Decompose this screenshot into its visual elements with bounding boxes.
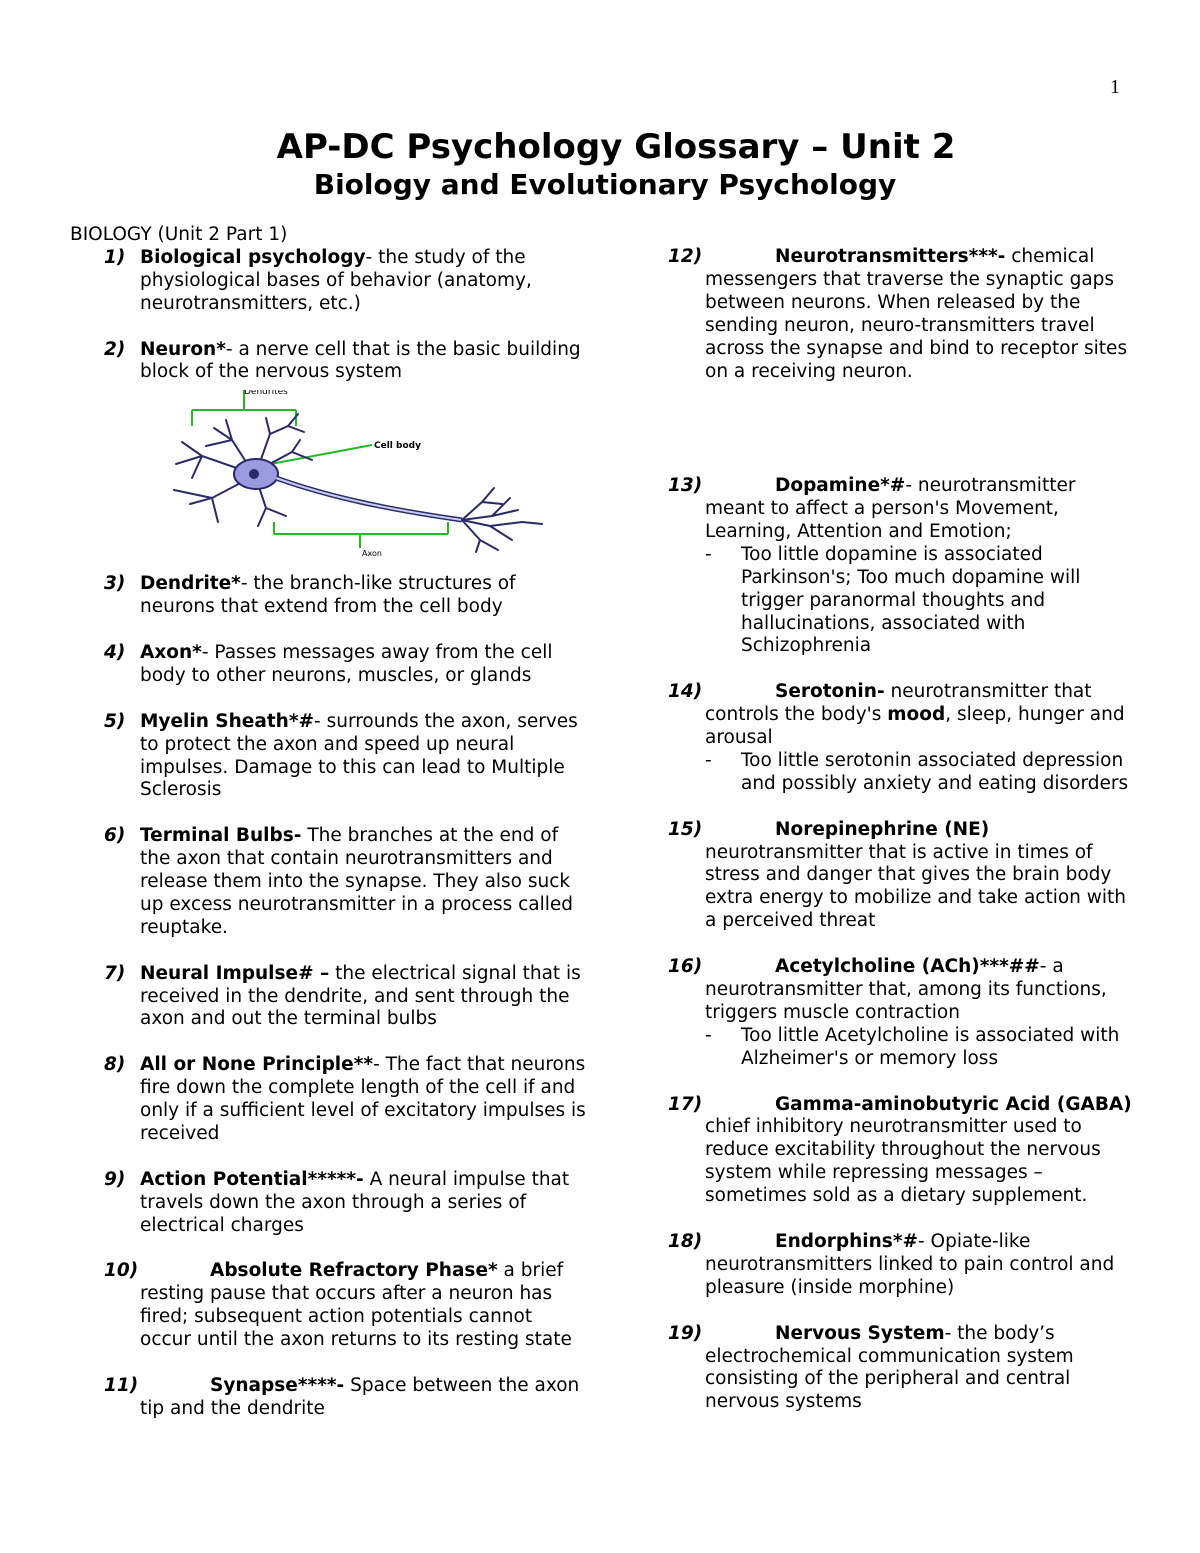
entry-definition: chemical messengers that traverse the synaptic gaps between neurons. When released by the sending neuron, neuro-transmitters travel across the synapse and bind to receptor sites on a receiving neuron. (705, 246, 1128, 382)
entry-definition: - The fact that neurons fire down the complete length of the cell if and only if a sufficient level of excitatory impulses is received (140, 1054, 586, 1144)
entry-number: 17) (668, 1093, 703, 1115)
glossary-entry-18 (668, 1231, 1138, 1300)
entry-term: All or None Principle** (140, 1054, 374, 1076)
left-column (68, 224, 588, 1421)
glossary-entry-11 (68, 1375, 588, 1421)
entry-definition: - Passes messages away from the cell body to other neurons, muscles, or glands (140, 641, 553, 686)
entry-term: Neural Impulse# – (140, 962, 330, 984)
axon-shape (276, 478, 462, 520)
glossary-entry-3 (68, 573, 588, 619)
entry-number: 14) (668, 681, 703, 703)
entry-number: 13) (668, 475, 703, 497)
entry-number: 19) (668, 1322, 703, 1344)
entry-definition: - a neurotransmitter that, among its functions, triggers muscle contraction (705, 956, 1107, 1023)
entry-number: 6) (104, 825, 126, 847)
nucleus-shape (249, 469, 259, 479)
section-heading: BIOLOGY (Unit 2 Part 1) (70, 224, 288, 245)
glossary-entry-1 (68, 247, 588, 316)
entry-definition: the electrical signal that is received in the dendrite, and sent through the axon and out the terminal bulbs (140, 962, 581, 1030)
glossary-entry-14 (668, 681, 1138, 796)
glossary-entry-13 (668, 475, 1138, 658)
glossary-entry-9 (68, 1169, 588, 1238)
entry-definition: - surrounds the axon, serves to protect the axon and speed up neural impulses. Damage to this can lead to Multiple Sclerosis (140, 710, 578, 801)
glossary-entry-17 (668, 1094, 1138, 1209)
entry-term: Acetylcholine (ACh)***## (775, 956, 1040, 978)
entry-term: Endorphins*# (775, 1230, 918, 1252)
entry-definition-emphasis: mood (887, 704, 946, 726)
entry-term: Absolute Refractory Phase* (210, 1260, 498, 1282)
entry-term: Myelin Sheath*# (140, 710, 315, 732)
entry-number: 12) (668, 246, 703, 267)
entry-term: Norepinephrine (NE) (775, 818, 990, 840)
entry-bullet: - Too little serotonin associated depression and possibly anxiety and eating disorders (705, 749, 1129, 794)
entry-number: 1) (104, 246, 126, 268)
entry-definition: A neural impulse that travels down the axon through a series of electrical charges (140, 1168, 570, 1236)
glossary-entry-15 (668, 819, 1138, 934)
entry-term: Nervous System (775, 1322, 945, 1344)
entry-term: Terminal Bulbs- (140, 825, 302, 847)
entry-number: 2) (104, 338, 126, 360)
entry-number: 15) (668, 818, 703, 840)
glossary-entry-8 (68, 1054, 588, 1146)
entry-number: 5) (104, 710, 126, 732)
glossary-entry-6 (68, 825, 588, 940)
entry-definition: , sleep, hunger and arousal (705, 704, 1125, 749)
entry-term: Neurotransmitters***- (775, 246, 1006, 267)
entry-term: Neuron* (140, 338, 226, 360)
glossary-entry-4 (68, 642, 588, 688)
page-number: 1 (1110, 76, 1120, 98)
entry-definition: - a nerve cell that is the basic building block of the nervous system (140, 338, 581, 383)
entry-term: Biological psychology (140, 246, 366, 268)
entry-term: Axon* (140, 641, 202, 663)
entry-number: 11) (104, 1374, 139, 1396)
entry-number: 8) (104, 1054, 126, 1076)
glossary-entry-19 (668, 1323, 1138, 1415)
dendrites-label: Dendrites (244, 390, 288, 398)
entry-definition: neurotransmitter that is active in times of stress and danger that gives the brain body extra energy to mobilize and take action with a perceived threat (705, 841, 1127, 932)
entry-definition: neurotransmitter that controls the body's (705, 681, 1092, 726)
entry-term: Synapse****- (210, 1374, 345, 1396)
entry-definition: The branches at the end of the axon that contain neurotransmitters and release them into the synapse. They also suck up excess neurotransmitter in a process called reuptake. (140, 825, 574, 938)
entry-definition: - Opiate-like neurotransmitters linked to pain control and pleasure (inside morphine) (705, 1230, 1115, 1298)
document-subtitle: Biology and Evolutionary Psychology (313, 168, 897, 201)
entry-number: 4) (104, 641, 126, 663)
entry-number: 18) (668, 1230, 703, 1252)
entry-term: Action Potential*****- (140, 1168, 364, 1190)
axon-bracket (274, 522, 448, 548)
glossary-entry-2 (68, 339, 588, 385)
glossary-entry-5 (68, 711, 588, 803)
glossary-entry-12 (668, 246, 1138, 383)
entry-term: Dopamine*# (775, 475, 906, 497)
entry-bullet: - Too little dopamine is associated Parkinson's; Too much dopamine will trigger paranormal thoughts and hallucinations, associated with Schizophrenia (705, 543, 1081, 657)
entry-definition: - the branch-like structures of neurons that extend from the cell body (140, 573, 516, 618)
entry-number: 16) (668, 956, 703, 978)
entry-term: Serotonin- (775, 681, 885, 703)
entry-term: Gamma-aminobutyric Acid (GABA) (775, 1093, 1132, 1115)
cell-body-pointer (260, 445, 372, 466)
document-title: AP-DC Psychology Glossary – Unit 2 (276, 127, 956, 167)
right-column (668, 246, 1138, 1414)
cell-body-label: Cell body (374, 441, 421, 452)
entry-definition: Space between the axon tip and the dendrite (140, 1374, 580, 1419)
entry-number: 10) (104, 1260, 139, 1282)
entry-definition: - the study of the physiological bases of behavior (anatomy, neurotransmitters, etc.) (140, 246, 532, 314)
axon-terminals (462, 488, 542, 552)
entry-bullet: - Too little Acetylcholine is associated with Alzheimer's or memory loss (705, 1024, 1120, 1069)
entry-definition: - the body’s electrochemical communication system consisting of the peripheral and central nervous systems (705, 1322, 1074, 1413)
glossary-entry-16 (668, 956, 1138, 1071)
neuron-diagram (162, 390, 552, 558)
glossary-entry-7 (68, 963, 588, 1032)
entry-definition: chief inhibitory neurotransmitter used to reduce excitability throughout the nervous system while repressing messages – sometimes sold as a dietary supplement. (705, 1116, 1101, 1207)
axon-label: Axon (362, 549, 382, 559)
entry-number: 3) (104, 573, 126, 595)
entry-number: 7) (104, 962, 126, 984)
entry-definition: a brief resting pause that occurs after a neuron has fired; subsequent action potentials cannot occur until the axon returns to its resting state (140, 1260, 572, 1351)
glossary-entry-10 (68, 1260, 588, 1352)
entry-number: 9) (104, 1168, 126, 1190)
entry-definition: - neurotransmitter meant to affect a person's Movement, Learning, Attention and Emotion; (705, 475, 1076, 542)
entry-term: Dendrite* (140, 573, 241, 595)
